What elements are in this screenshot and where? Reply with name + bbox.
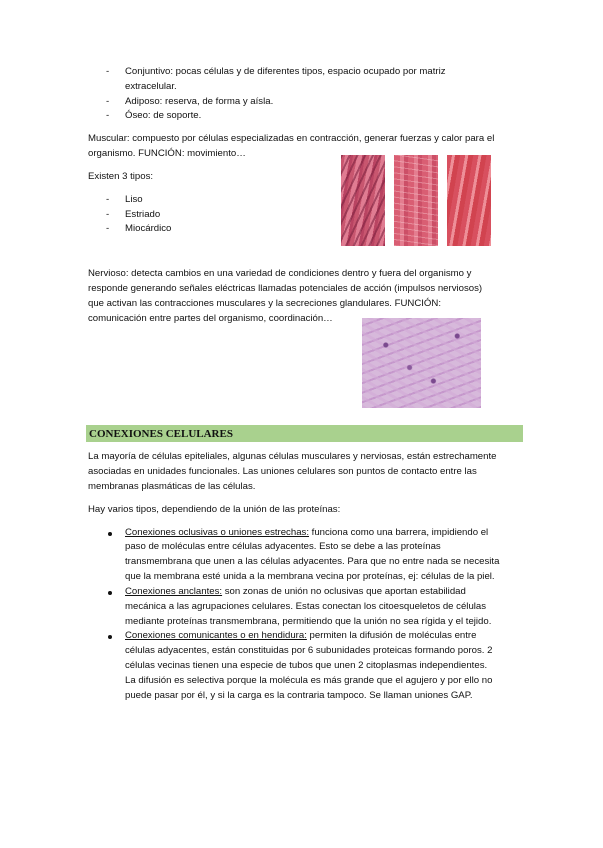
nervioso-line4: comunicación entre partes del organismo, coordinación… [88,313,333,324]
intro-line2: asociadas en unidades funcionales. Las uniones celulares son puntos de contacto entre las [88,466,477,477]
bullet-comunicantes-line3: células vecinas tienen una especie de tubos que unen 2 citoplasmas independientes. [125,660,488,671]
muscular-types-intro: Existen 3 tipos: [88,171,154,182]
nervioso-line1: Nervioso: detecta cambios en una variedad de condiciones dentro y fuera del organismo y [88,268,472,279]
bullet-anclantes-line1 [125,585,466,599]
cardiac-muscle-image [447,155,491,246]
bullet-comunicantes-line2: células adyacentes, están constituidas por 6 subunidades proteicas formando poros. 2 [125,645,493,656]
bullet-oclusivas-line4: que la membrana esté unida a la membrana vecina por proteínas, ej: células de la piel. [125,571,495,582]
nervioso-line2: responde generando señales eléctricas llamadas potenciales de acción (impulsos nerviosos) [88,283,483,294]
bullet-dot [108,591,112,595]
tissue-adiposo: Adiposo: reserva, de forma y aísla. [125,96,274,107]
bullet-dot [108,635,112,639]
section-heading: CONEXIONES CELULARES [89,428,233,440]
tissue-conjuntivo-line2: extracelular. [125,81,177,92]
bullet-oclusivas-line2: paso de moléculas entre células adyacentes. Esto se debe a las proteínas [125,541,441,552]
bullet-anclantes-line3: mediante proteínas transmembrana, permitiendo que la unión no sea rígida y el tejido. [125,616,492,627]
types-line: Hay varios tipos, dependiendo de la unión de las proteínas: [88,504,341,515]
bullet-dot [108,532,112,536]
muscle-type-liso: Liso [125,194,143,205]
tissue-oseo: Óseo: de soporte. [125,110,202,121]
muscle-type-miocardico: Miocárdico [125,223,172,234]
list-dash: - [106,96,110,107]
bullet-oclusivas-first: funciona como una barrera, impidiendo el [309,527,489,538]
bullet-anclantes-term: Conexiones anclantes: [125,586,223,597]
list-dash: - [106,66,110,77]
bullet-oclusivas-line1 [125,526,488,540]
smooth-muscle-image [341,155,385,246]
list-dash: - [106,194,110,205]
muscular-line1: Muscular: compuesto por células especializadas en contracción, generar fuerzas y calor para el [88,133,495,144]
bullet-oclusivas-term: Conexiones oclusivas o uniones estrechas: [125,527,309,538]
striated-muscle-image [394,155,438,246]
intro-line1: La mayoría de células epiteliales, algunas células musculares y nerviosas, están estrechamente [88,451,497,462]
bullet-comunicantes-line5: puede pasar por él, y si la carga es la contraria tampoco. Se llaman uniones GAP. [125,690,473,701]
bullet-anclantes-first: son zonas de unión no oclusivas que aportan estabilidad [222,586,466,597]
muscular-line2: organismo. FUNCIÓN: movimiento… [88,148,246,159]
intro-line3: membranas plasmáticas de las células. [88,481,256,492]
list-dash: - [106,110,110,121]
muscle-type-estriado: Estriado [125,209,161,220]
bullet-comunicantes-line4: La difusión es selectiva porque la molécula es más grande que el agujero y por ello no [125,675,493,686]
bullet-comunicantes-first: permiten la difusión de moléculas entre [306,630,477,641]
bullet-oclusivas-line3: transmembrana que unen a las células adyacentes. Para que no entre nada se necesita [125,556,500,567]
list-dash: - [106,223,110,234]
bullet-comunicantes-line1 [125,629,476,643]
bullet-anclantes-line2: mecánica a las agrupaciones celulares. Estas conectan los citoesqueletos de células [125,601,487,612]
nervous-tissue-image [362,318,481,408]
tissue-conjuntivo-line1: Conjuntivo: pocas células y de diferentes tipos, espacio ocupado por matriz [125,66,446,77]
list-dash: - [106,209,110,220]
nervioso-line3: que activan las contracciones musculares y la secreciones glandulares. FUNCIÓN: [88,298,441,309]
bullet-comunicantes-term: Conexiones comunicantes o en hendidura: [125,630,307,641]
